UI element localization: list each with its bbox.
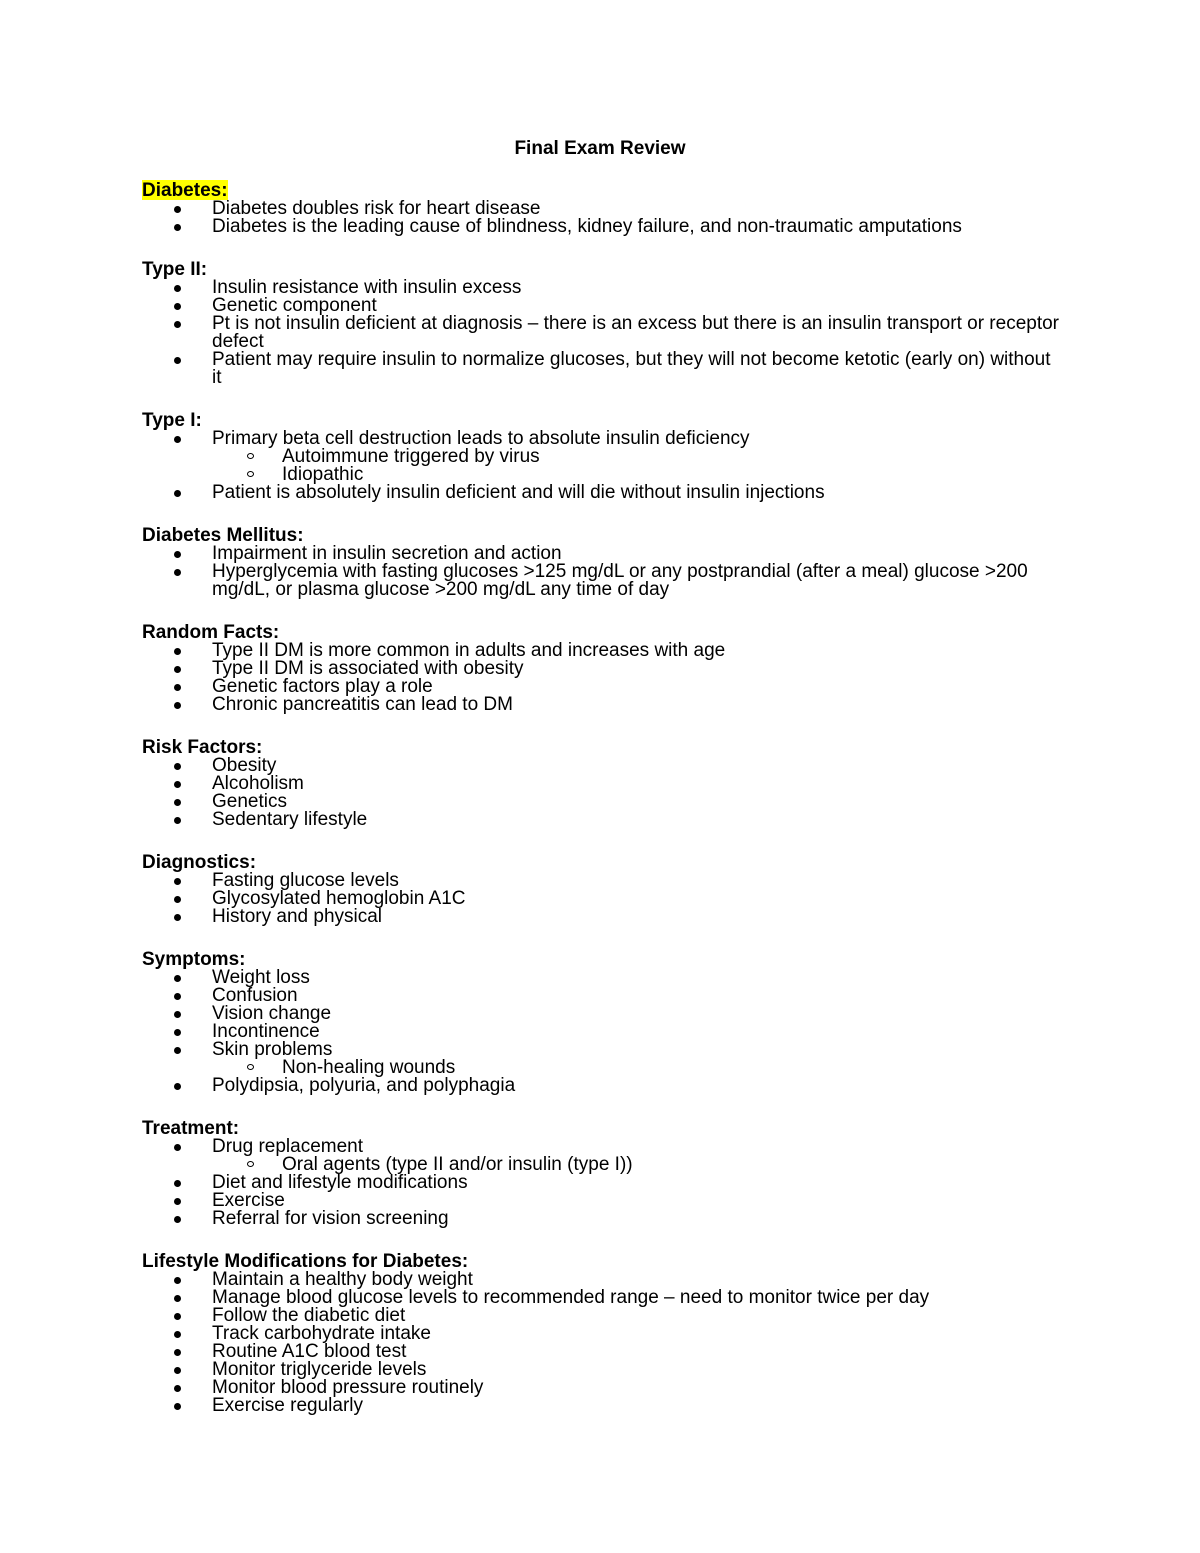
bullet-list <box>142 872 1062 926</box>
section <box>142 259 1062 387</box>
section-heading: Risk Factors: <box>142 737 263 758</box>
list-item-text: Obesity <box>212 755 277 776</box>
list-item-text: Confusion <box>212 985 298 1006</box>
list-item <box>142 1077 1062 1095</box>
list-item-text: Genetic factors play a role <box>212 676 433 697</box>
bullet-icon <box>174 817 181 824</box>
list-item <box>142 484 1062 502</box>
bullet-icon <box>174 763 181 770</box>
list-item-text: Exercise regularly <box>212 1395 363 1416</box>
list-item-text: Referral for vision screening <box>212 1208 449 1229</box>
list-item-text: Genetic component <box>212 295 377 316</box>
section-heading: Lifestyle Modifications for Diabetes: <box>142 1251 469 1272</box>
list-item-text: History and physical <box>212 906 383 927</box>
bullet-icon <box>174 1277 181 1284</box>
bullet-icon <box>174 490 181 497</box>
list-item-text: Hyperglycemia with fasting glucoses >125 mg/dL or any postprandial (after a meal) glucose >200 mg/dL, or plasma glucose >200 mg/dL any time of day <box>212 561 1028 600</box>
bullet-icon <box>174 975 181 982</box>
section-heading: Random Facts: <box>142 622 280 643</box>
list-item <box>142 908 1062 926</box>
sub-list <box>212 448 1062 484</box>
section-heading: Treatment: <box>142 1118 240 1139</box>
list-item <box>142 1210 1062 1228</box>
bullet-icon <box>174 878 181 885</box>
bullet-icon <box>174 1313 181 1320</box>
bullet-icon <box>174 666 181 673</box>
list-item-text: Monitor blood pressure routinely <box>212 1377 484 1398</box>
section <box>142 1118 1062 1228</box>
list-item-text: Diabetes doubles risk for heart disease <box>212 198 541 219</box>
list-item <box>142 563 1062 599</box>
section-heading: Type I: <box>142 410 202 431</box>
bullet-icon <box>174 1216 181 1223</box>
bullet-list <box>142 757 1062 829</box>
list-item <box>142 430 1062 484</box>
section <box>142 737 1062 829</box>
section <box>142 949 1062 1095</box>
sub-list-item-text: Idiopathic <box>282 464 364 485</box>
list-item <box>142 811 1062 829</box>
bullet-icon <box>174 1349 181 1356</box>
list-item-text: Primary beta cell destruction leads to absolute insulin deficiency <box>212 428 750 449</box>
section-heading: Symptoms: <box>142 949 246 970</box>
list-item-text: Glycosylated hemoglobin A1C <box>212 888 466 909</box>
list-item-text: Type II DM is more common in adults and increases with age <box>212 640 726 661</box>
bullet-icon <box>174 648 181 655</box>
bullet-icon <box>174 436 181 443</box>
section-heading: Type II: <box>142 259 208 280</box>
list-item-text: Genetics <box>212 791 287 812</box>
bullet-icon <box>174 781 181 788</box>
list-item-text: Track carbohydrate intake <box>212 1323 431 1344</box>
section-heading: Diabetes Mellitus: <box>142 525 304 546</box>
list-item <box>142 1041 1062 1077</box>
document-body <box>142 180 1062 1438</box>
bullet-list <box>142 545 1062 599</box>
list-item-text: Diabetes is the leading cause of blindness, kidney failure, and non-traumatic amputations <box>212 216 962 237</box>
section <box>142 525 1062 599</box>
list-item-text: Vision change <box>212 1003 332 1024</box>
list-item-text: Weight loss <box>212 967 310 988</box>
list-item <box>142 696 1062 714</box>
section <box>142 852 1062 926</box>
bullet-icon <box>174 702 181 709</box>
section-heading: Diabetes: <box>142 180 228 201</box>
sub-list-item-text: Non-healing wounds <box>282 1057 456 1078</box>
list-item-text: Maintain a healthy body weight <box>212 1269 473 1290</box>
section <box>142 622 1062 714</box>
bullet-list <box>142 279 1062 387</box>
circle-bullet-icon <box>247 1161 254 1167</box>
bullet-list <box>142 969 1062 1095</box>
list-item-text: Skin problems <box>212 1039 333 1060</box>
bullet-icon <box>174 1403 181 1410</box>
list-item <box>142 1397 1062 1415</box>
bullet-icon <box>174 1047 181 1054</box>
section-heading: Diagnostics: <box>142 852 257 873</box>
list-item-text: Monitor triglyceride levels <box>212 1359 427 1380</box>
bullet-icon <box>174 993 181 1000</box>
bullet-icon <box>174 1198 181 1205</box>
list-item-text: Polydipsia, polyuria, and polyphagia <box>212 1075 516 1096</box>
list-item-text: Routine A1C blood test <box>212 1341 407 1362</box>
bullet-icon <box>174 1011 181 1018</box>
bullet-icon <box>174 357 181 364</box>
circle-bullet-icon <box>247 453 254 459</box>
bullet-icon <box>174 224 181 231</box>
list-item-text: Incontinence <box>212 1021 320 1042</box>
bullet-list <box>142 1138 1062 1228</box>
list-item-text: Insulin resistance with insulin excess <box>212 277 522 298</box>
page-title: Final Exam Review <box>514 138 686 159</box>
bullet-icon <box>174 1083 181 1090</box>
list-item-text: Patient may require insulin to normalize glucoses, but they will not become ketotic (early on) without it <box>212 349 1051 388</box>
list-item-text: Sedentary lifestyle <box>212 809 368 830</box>
list-item-text: Diet and lifestyle modifications <box>212 1172 468 1193</box>
bullet-icon <box>174 1385 181 1392</box>
section <box>142 1251 1062 1415</box>
bullet-icon <box>174 799 181 806</box>
list-item-text: Chronic pancreatitis can lead to DM <box>212 694 513 715</box>
bullet-icon <box>174 1029 181 1036</box>
bullet-list <box>142 200 1062 236</box>
list-item <box>142 315 1062 351</box>
bullet-icon <box>174 1144 181 1151</box>
bullet-icon <box>174 551 181 558</box>
list-item-text: Patient is absolutely insulin deficient and will die without insulin injections <box>212 482 825 503</box>
bullet-icon <box>174 285 181 292</box>
list-item <box>142 351 1062 387</box>
bullet-icon <box>174 914 181 921</box>
sub-list-item-text: Autoimmune triggered by virus <box>282 446 540 467</box>
bullet-icon <box>174 896 181 903</box>
bullet-icon <box>174 684 181 691</box>
bullet-list <box>142 642 1062 714</box>
list-item-text: Type II DM is associated with obesity <box>212 658 524 679</box>
list-item-text: Manage blood glucose levels to recommended range – need to monitor twice per day <box>212 1287 930 1308</box>
bullet-icon <box>174 1295 181 1302</box>
section <box>142 180 1062 236</box>
sub-list-item-text: Oral agents (type II and/or insulin (type I)) <box>282 1154 633 1175</box>
bullet-icon <box>174 206 181 213</box>
circle-bullet-icon <box>247 471 254 477</box>
bullet-icon <box>174 569 181 576</box>
section <box>142 410 1062 502</box>
bullet-icon <box>174 1180 181 1187</box>
list-item-text: Drug replacement <box>212 1136 364 1157</box>
list-item-text: Fasting glucose levels <box>212 870 399 891</box>
list-item <box>142 218 1062 236</box>
bullet-list <box>142 430 1062 502</box>
list-item-text: Exercise <box>212 1190 285 1211</box>
bullet-list <box>142 1271 1062 1415</box>
list-item-text: Impairment in insulin secretion and action <box>212 543 562 564</box>
bullet-icon <box>174 321 181 328</box>
list-item-text: Alcoholism <box>212 773 304 794</box>
bullet-icon <box>174 303 181 310</box>
bullet-icon <box>174 1367 181 1374</box>
circle-bullet-icon <box>247 1064 254 1070</box>
bullet-icon <box>174 1331 181 1338</box>
list-item-text: Follow the diabetic diet <box>212 1305 406 1326</box>
list-item <box>142 1138 1062 1174</box>
list-item-text: Pt is not insulin deficient at diagnosis – there is an excess but there is an insulin transport or receptor defect <box>212 313 1060 352</box>
